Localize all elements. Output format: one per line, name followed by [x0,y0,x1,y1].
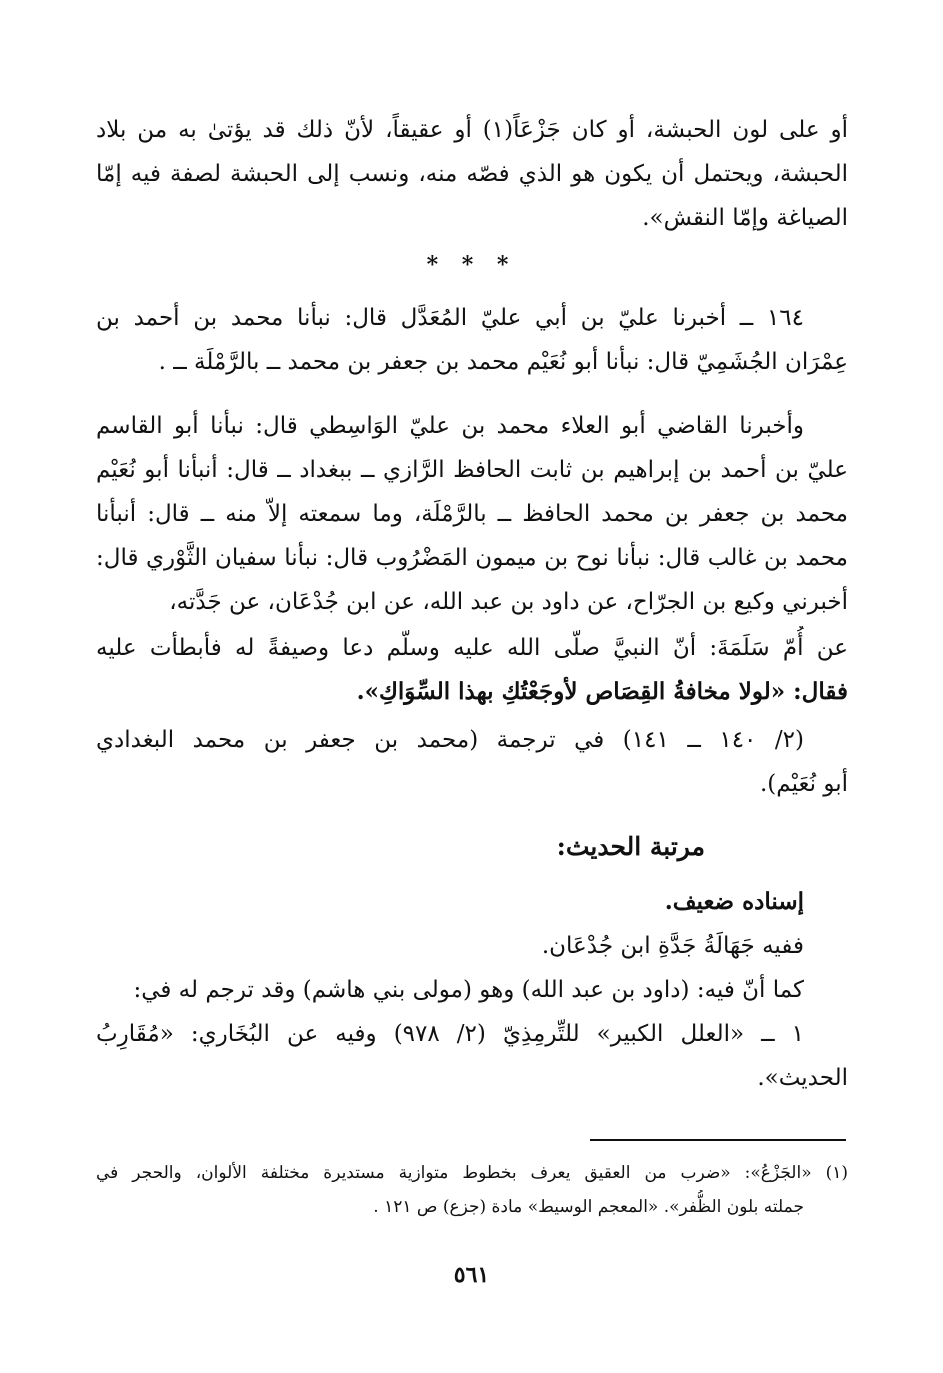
text-line: ١ ــ «العلل الكبير» للتِّرمِذِيّ (٢/ ٩٧٨) وفيه عن البُخَاري: «مُقَارِبُ [96,1021,805,1047]
footnote-line: (١) «الجَزْعُ»: «ضرب من العقيق يعرف بخطوط متوازية مستديرة مختلفة الألوان، والحجر في [96,1163,848,1183]
text-line: أبو نُعَيْم). [759,771,848,797]
hadith-second-chain [96,404,848,624]
paragraph-opening [96,108,848,240]
text-line: الحديث». [757,1065,848,1091]
footnote-divider [590,1139,846,1141]
section-separator: * * * [426,252,517,278]
footnote [96,1156,848,1224]
text-line: ففيه جَهَالَةُ جَدَّةِ ابن جُدْعَان. [541,933,804,959]
hadith-164-chain [96,296,848,384]
page-number: ٥٦١ [453,1262,490,1288]
footnote-line: جملته بلون الظُّفر». «المعجم الوسيط» مادة (جزع) ص ١٢١ . [373,1197,804,1217]
text-line: وأخبرنا القاضي أبو العلاء محمد بن عليّ الوَاسِطي قال: نبأنا أبو القاسم [96,413,804,439]
text-line: إسناده ضعيف. [664,888,804,915]
text-line: أو على لون الحبشة، أو كان جَزْعَاً(١) أو عقيقاً، لأنّ ذلك قد يؤتىٰ به من بلاد [96,117,848,143]
text-line: محمد بن جعفر بن محمد الحافظ ــ بالرَّمْلَة، وما سمعته إلاّ منه ــ قال: أنبأنا [96,501,848,527]
hadith-matn [96,626,848,714]
text-line: (٢/ ١٤٠ ــ ١٤١) في ترجمة (محمد بن جعفر بن محمد البغدادي [96,727,805,753]
text-line: كما أنّ فيه: (داود بن عبد الله) وهو (مولى بني هاشم) وقد ترجم له في: [133,977,804,1003]
grade-heading: مرتبة الحديث: [556,832,705,861]
text-line: عليّ بن أحمد بن إبراهيم بن ثابت الحافظ الرَّازي ــ ببغداد ــ قال: أنبأنا أبو نُعَيْم [96,457,848,483]
text-line: عن أُمّ سَلَمَةَ: أنّ النبيَّ صلّى الله عليه وسلّم دعا وصيفةً له فأبطأت عليه [96,635,848,661]
text-line: أخبرني وكيع بن الجرّاح، عن داود بن عبد الله، عن ابن جُدْعَان، عن جَدَّته، [169,589,848,615]
text-line: الحبشة، ويحتمل أن يكون هو الذي فصّه منه، ونسب إلى الحبشة لصفة فيه إمّا [96,161,848,187]
text-line: عِمْرَان الجُشَمِيّ قال: نبأنا أبو نُعَيْم محمد بن جعفر بن محمد ــ بالرَّمْلَة ــ . [158,349,848,375]
source-reference [96,718,848,806]
text-line: فقال: «لولا مخافةُ القِصَاص لأوجَعْتُكِ بهذا السِّوَاكِ». [356,678,848,705]
text-line: محمد بن غالب قال: نبأنا نوح بن ميمون المَضْرُوب قال: نبأنا سفيان الثَّوْري قال: [96,545,848,571]
grade-text [96,880,848,1100]
text-line: الصياغة وإمّا النقش». [642,205,848,231]
text-line: ١٦٤ ــ أخبرنا عليّ بن أبي عليّ المُعَدَّل قال: نبأنا محمد بن أحمد بن [96,305,804,331]
